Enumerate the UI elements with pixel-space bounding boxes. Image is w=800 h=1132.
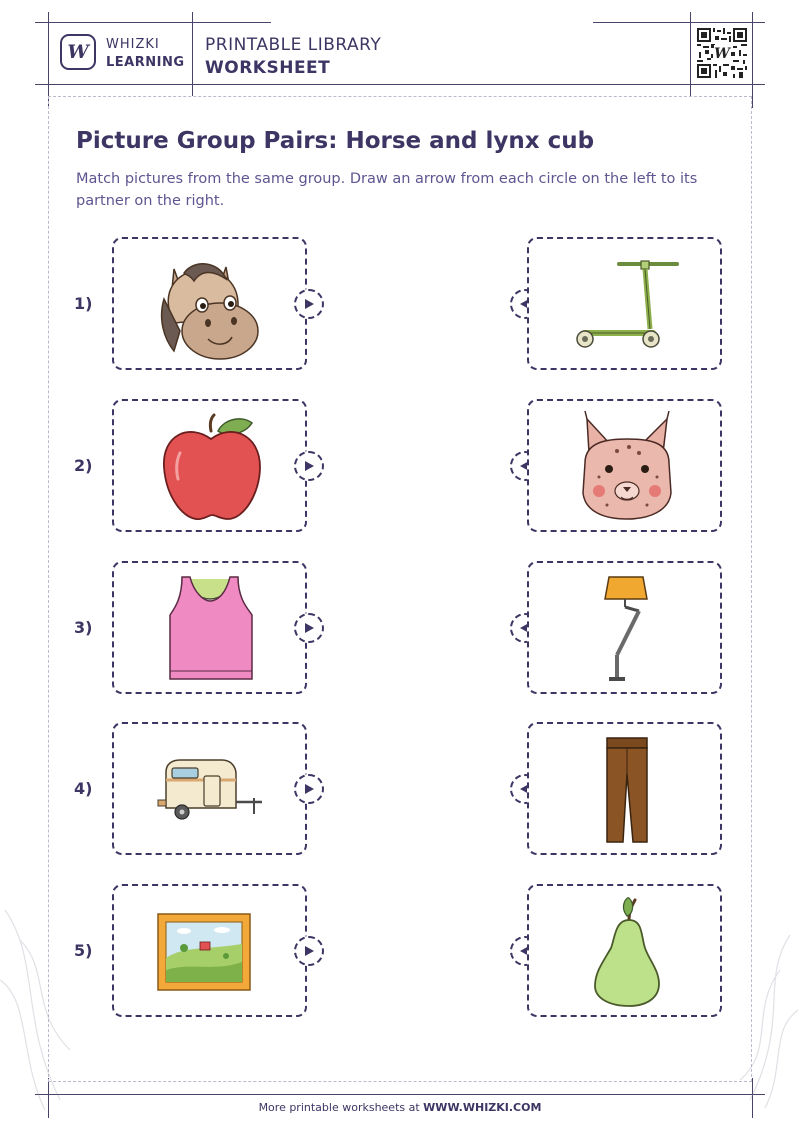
lynx-cub-icon [529, 401, 724, 534]
footer-link[interactable]: WWW.WHIZKI.COM [423, 1101, 542, 1114]
right-card-trousers [527, 722, 722, 855]
arrow-right-icon [303, 783, 315, 795]
header-right-vertical-a [690, 12, 691, 96]
row-number: 3) [74, 618, 93, 637]
header-title [205, 34, 381, 80]
brand-bottom: LEARNING [106, 55, 185, 70]
row-number: 4) [74, 779, 93, 798]
decorative-sketch-icon [0, 900, 93, 1120]
left-answer-dot[interactable] [294, 613, 324, 643]
page-title: Picture Group Pairs: Horse and lynx cub [76, 128, 595, 154]
pink-tank-top-icon [114, 563, 309, 696]
header-left-vertical [48, 12, 49, 108]
floor-lamp-icon [529, 563, 724, 696]
row-number: 1) [74, 294, 93, 313]
right-card-scooter [527, 237, 722, 370]
qr-code-icon[interactable] [697, 28, 747, 78]
scooter-icon [529, 239, 724, 372]
left-card-painting [112, 884, 307, 1017]
right-card-lynx [527, 399, 722, 532]
decorative-sketch-icon [720, 930, 800, 1110]
left-answer-dot[interactable] [294, 774, 324, 804]
footer-text: More printable worksheets at [258, 1101, 424, 1114]
left-card-trailer [112, 722, 307, 855]
framed-landscape-painting-icon [114, 886, 309, 1019]
footer-rule [35, 1094, 765, 1095]
header-bottom-rule [35, 84, 765, 85]
right-card-lamp [527, 561, 722, 694]
header-title-top: PRINTABLE LIBRARY [205, 35, 382, 55]
green-pear-icon [529, 886, 724, 1019]
arrow-right-icon [303, 460, 315, 472]
left-answer-dot[interactable] [294, 936, 324, 966]
arrow-right-icon [303, 622, 315, 634]
red-apple-icon [114, 401, 309, 534]
header-top-rule-right [593, 22, 765, 23]
logo-letter: W [67, 41, 89, 63]
svg-text:W: W [714, 46, 730, 62]
left-card-apple [112, 399, 307, 532]
row-number: 5) [74, 941, 93, 960]
header-title-bottom: WORKSHEET [205, 58, 331, 78]
left-answer-dot[interactable] [294, 451, 324, 481]
brand-top: WHIZKI [106, 37, 160, 52]
header-divider [192, 12, 193, 96]
instructions: Match pictures from the same group. Draw an arrow from each circle on the left to its partner on the right. [76, 171, 698, 209]
footer [0, 1101, 800, 1114]
camper-trailer-icon [114, 724, 309, 857]
header-right-vertical-b [752, 12, 753, 108]
header-top-rule-left [35, 22, 271, 23]
left-card-horse [112, 237, 307, 370]
arrow-right-icon [303, 945, 315, 957]
left-card-tank-top [112, 561, 307, 694]
arrow-right-icon [303, 298, 315, 310]
horse-head-icon [114, 239, 309, 372]
right-card-pear [527, 884, 722, 1017]
brand-name[interactable] [106, 36, 185, 72]
row-number: 2) [74, 456, 93, 475]
brown-trousers-icon [529, 724, 724, 857]
whizki-logo[interactable] [60, 34, 96, 70]
left-answer-dot[interactable] [294, 289, 324, 319]
